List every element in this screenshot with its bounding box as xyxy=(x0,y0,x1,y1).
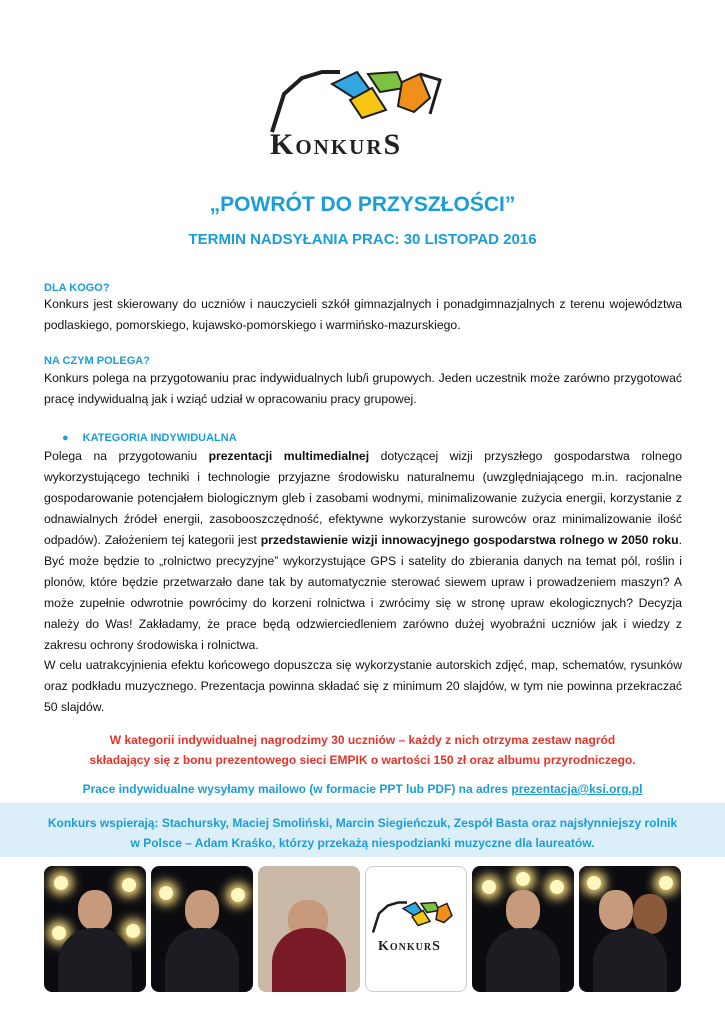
category-description: Polega na przygotowaniu prezentacji multimedialnej dotyczącej wizji przyszłego gospodarstwa rolnego wykorzystującego techniki i technologie przyjazne środowisku naturalnemu (uwzględniającego m.in. racjonalne gospodarowanie potencjałem biologicznym gleb i zasobami wodnymi, minimalizowanie zużycia energii, korzystanie z odnawialnych źródeł energii, zasobooszczędność, efektywne wykorzystanie surowców oraz minimalizowanie ilość odpadów). Założeniem tej kategorii jest przedstawienie wizji innowacyjnego gospodarstwa rolnego w 2050 roku. Być może będzie to „rolnictwo precyzyjne” wykorzystujące GPS i satelity do zbierania danych na temat pól, roślin i plonów, które będzie przetwarzało dane tak by automatycznie sterować siewem upraw i prowadzeniem maszyn? A może zupełnie odwrotnie powrócimy do korzeni rolnictwa i zwrócimy się w stronę upraw ekologicznych? Decyzja należy do Was! Zakładamy, że prace będą odzwierciedleniem zarówno dużej wyobraźni uczniów jak i wiedzy z zakresu ochrony środowiska i rolnictwa. xyxy=(44,449,682,652)
supporter-photo-4 xyxy=(472,866,574,992)
na-czym-text: Konkurs polega na przygotowaniu prac indywidualnych lub/i grupowych. Jeden uczestnik może zarówno przygotować pracę indywidualną jak i wziąć udział w opracowaniu pracy grupowej. xyxy=(44,371,682,406)
supporter-photo-5 xyxy=(579,866,681,992)
category-bullet xyxy=(62,432,237,444)
presentation-requirements: W celu uatrakcyjnienia efektu końcowego dopuszcza się wykorzystanie autorskich zdjęć, map, schematów, rysunków oraz podkładu muzycznego. Prezentacja powinna składać się z minimum 20 slajdów, w tym nie powinna przekraczać 50 slajdów. xyxy=(44,658,682,714)
bullet-dot-icon: ● xyxy=(62,432,69,444)
page-title: „POWRÓT DO PRZYSZŁOŚCI” xyxy=(209,193,516,216)
section-heading-na-czym: NA CZYM POLEGA? xyxy=(44,355,150,367)
submission-info: Prace indywidualne wysyłamy mailowo (w formacie PPT lub PDF) na adres prezentacja@ksi.org.pl xyxy=(82,782,643,796)
logo-card-wordmark: KonkurS xyxy=(378,939,441,954)
logo-card xyxy=(365,866,467,992)
prize-info: W kategorii indywidualnej nagrodzimy 30 uczniów – każdy z nich otrzyma zestaw nagród składający się z bonu prezentowego sieci EMPIK o wartości 150 zł oraz albumu przyrodniczego. xyxy=(89,733,636,767)
supporters-text: Konkurs wspierają: Stachursky, Maciej Smoliński, Marcin Siegieńczuk, Zespół Basta oraz najsłynniejszy rolnik w Polsce – Adam Kraśko, którzy przekażą niespodzianki muzyczne dla laureatów. xyxy=(47,816,678,850)
photo-strip xyxy=(44,866,682,992)
category-label: KATEGORIA INDYWIDUALNA xyxy=(82,432,237,444)
section-heading-dla-kogo: DLA KOGO? xyxy=(44,282,110,294)
supporter-photo-2 xyxy=(151,866,253,992)
supporter-photo-1 xyxy=(44,866,146,992)
supporters-band xyxy=(0,803,725,857)
konkurs-wordmark: KonkurS xyxy=(270,128,403,161)
supporter-photo-3 xyxy=(258,866,360,992)
email-link[interactable]: prezentacja@ksi.org.pl xyxy=(511,782,643,796)
deadline-subtitle: TERMIN NADSYŁANIA PRAC: 30 LISTOPAD 2016 xyxy=(188,231,537,248)
dla-kogo-text: Konkurs jest skierowany do uczniów i nauczycieli szkół gimnazjalnych i ponadgimnazjalnych z terenu województwa podlaskiego, pomorskiego, kujawsko-pomorskiego i warmińsko-mazurskiego. xyxy=(44,297,682,332)
